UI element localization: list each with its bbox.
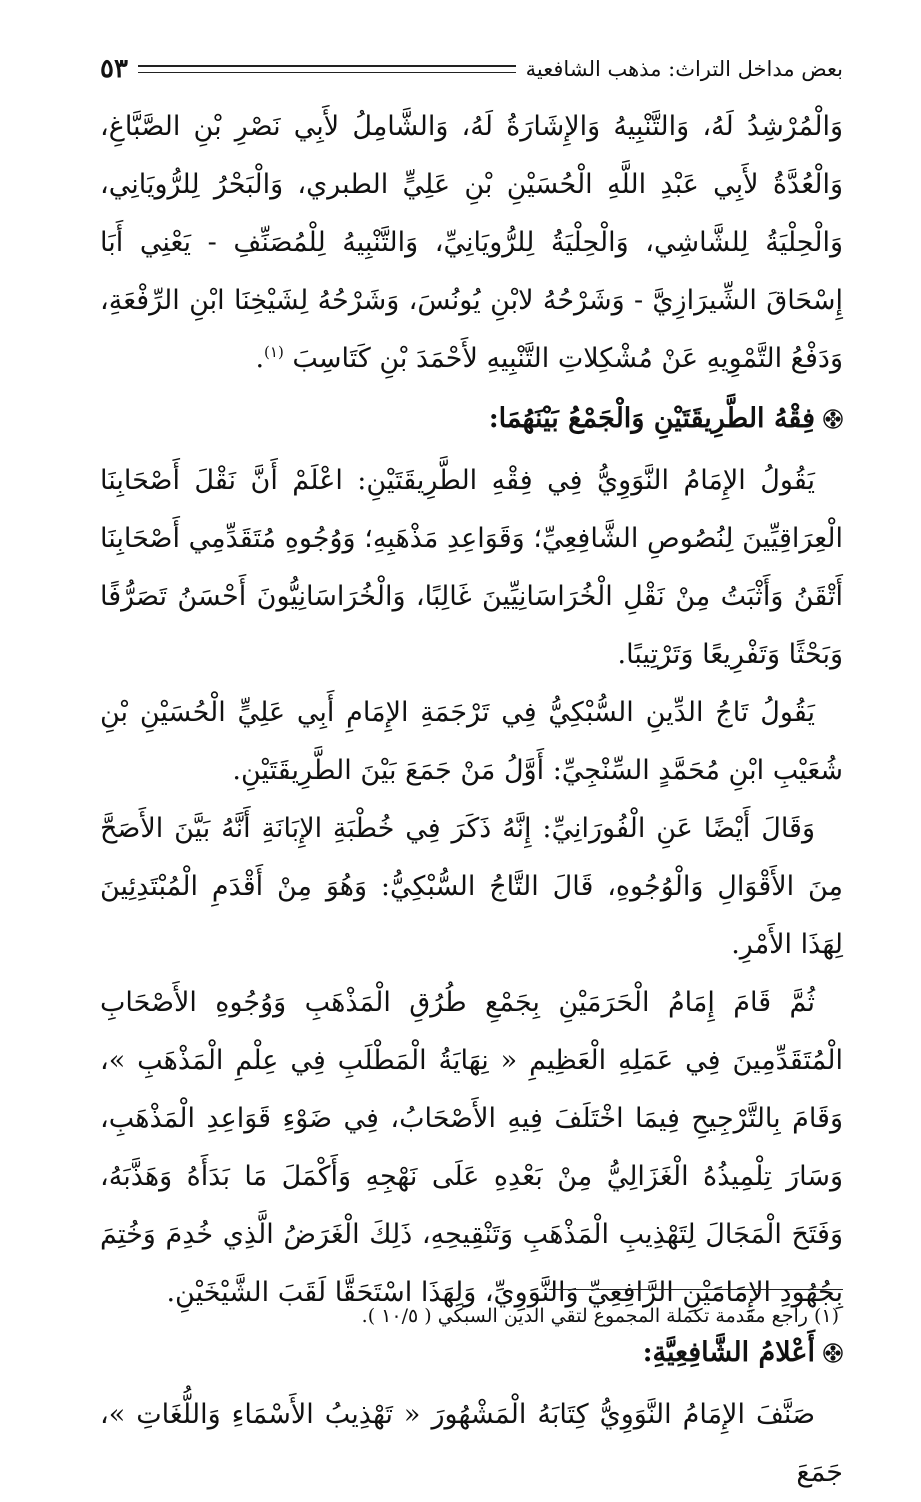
paragraph: وَقَالَ أَيْضًا عَنِ الْفُورَانِيِّ: إِنَّهُ ذَكَرَ فِي خُطْبَةِ الإِبَانَةِ أَنَّهُ بَيَّنَ الأَصَحَّ مِنَ الأَقْوَالِ وَالْوُجُوهِ، قَالَ التَّاجُ السُّبْكِيُّ: وَهُوَ مِنْ أَقْدَمِ الْمُبْتَدِئِينَ لِهَذَا الأَمْرِ.: [100, 813, 843, 960]
footnote-divider: [549, 1289, 843, 1290]
flower-ornament-icon: [823, 409, 843, 429]
running-header-title: بعض مداخل التراث: مذهب الشافعية: [525, 57, 843, 81]
running-header: [100, 52, 843, 86]
paragraph: ثُمَّ قَامَ إِمَامُ الْحَرَمَيْنِ بِجَمْعِ طُرُقِ الْمَذْهَبِ وَوُجُوهِ الأَصْحَابِ الْمُتَقَدِّمِينَ فِي عَمَلِهِ الْعَظِيمِ « نِهَايَةُ الْمَطْلَبِ فِي عِلْمِ الْمَذْهَبِ »، وَقَامَ بِالتَّرْجِيحِ فِيمَا اخْتَلَفَ فِيهِ الأَصْحَابُ، فِي ضَوْءِ قَوَاعِدِ الْمَذْهَبِ، وَسَارَ تِلْمِيذُهُ الْغَزَالِيُّ مِنْ بَعْدِهِ عَلَى نَهْجِهِ وَأَكْمَلَ مَا بَدَأَهُ وَهَذَّبَهُ، وَفَتَحَ الْمَجَالَ لِتَهْذِيبِ الْمَذْهَبِ وَتَنْقِيحِهِ، ذَلِكَ الْغَرَضُ الَّذِي خُدِمَ وَخُتِمَ بِجُهُودِ الإِمَامَيْنِ الرَّافِعِيِّ وَالنَّوَوِيِّ، وَلِهَذَا اسْتَحَقَّا لَقَبَ الشَّيْخَيْنِ.: [100, 987, 843, 1308]
page-number: ٥٣: [100, 54, 128, 84]
header-rule: [138, 65, 516, 73]
footnote: (١) راجع مقدمة تكملة المجموع لتقي الدين السبكي ( ١٠/٥ ).: [361, 1305, 839, 1327]
paragraph-text: وَالْمُرْشِدُ لَهُ، وَالتَّنْبِيهُ وَالإِشَارَةُ لَهُ، وَالشَّامِلُ لأَبِي نَصْرِ بْنِ الصَّبَّاغِ، وَالْعُدَّةُ لأَبِي عَبْدِ اللَّهِ الْحُسَيْنِ بْنِ عَلِيٍّ الطبري، وَالْبَحْرُ لِلرُّويَانِي، وَالْحِلْيَةُ لِلشَّاشِي، وَالْحِلْيَةُ لِلرُّويَانِيِّ، وَالتَّنْبِيهُ لِلْمُصَنِّفِ - يَعْنِي أَبَا إِسْحَاقَ الشِّيرَازِيَّ - وَشَرْحُهُ لابْنِ يُونُسَ، وَشَرْحُهُ لِشَيْخِنَا ابْنِ الرِّفْعَةِ، وَدَفْعُ التَّمْوِيهِ عَنْ مُشْكِلاتِ التَّنْبِيهِ لأَحْمَدَ بْنِ كَتَاسِبَ: [100, 111, 843, 374]
paragraph: يَقُولُ الإِمَامُ النَّوَوِيُّ فِي فِقْهِ الطَّرِيقَتَيْنِ: اعْلَمْ أَنَّ نَقْلَ أَصْحَابِنَا الْعِرَاقِيِّينَ لِنُصُوصِ الشَّافِعِيِّ؛ وَقَوَاعِدِ مَذْهَبِهِ؛ وَوُجُوهِ مُتَقَدِّمِي أَصْحَابِنَا أَتْقَنُ وَأَثْبَتُ مِنْ نَقْلِ الْخُرَاسَانِيِّينَ غَالِبًا، وَالْخُرَاسَانِيُّونَ أَحْسَنُ تَصَرُّفًا وَبَحْثًا وَتَفْرِيعًا وَتَرْتِيبًا.: [100, 465, 843, 670]
flower-ornament-icon: [823, 1343, 843, 1363]
section-heading: [100, 1324, 843, 1382]
paragraph: صَنَّفَ الإِمَامُ النَّوَوِيُّ كِتَابَهُ الْمَشْهُورَ « تَهْذِيبُ الأَسْمَاءِ وَاللُّغَاتِ »، جَمَعَ: [100, 1399, 843, 1488]
paragraph: يَقُولُ تَاجُ الدِّينِ السُّبْكِيُّ فِي تَرْجَمَةِ الإِمَامِ أَبِي عَلِيٍّ الْحُسَيْنِ بْنِ شُعَيْبِ ابْنِ مُحَمَّدٍ السِّنْجِيِّ: أَوَّلُ مَنْ جَمَعَ بَيْنَ الطَّرِيقَتَيْنِ.: [100, 697, 843, 786]
page-body: [100, 98, 843, 1502]
paragraph: وَالْمُرْشِدُ لَهُ، وَالتَّنْبِيهُ وَالإِشَارَةُ لَهُ، وَالشَّامِلُ لأَبِي نَصْرِ بْنِ الصَّبَّاغِ، وَالْعُدَّةُ لأَبِي عَبْدِ اللَّهِ الْحُسَيْنِ بْنِ عَلِيٍّ الطبري، وَالْبَحْرُ لِلرُّويَانِي، وَالْحِلْيَةُ لِلشَّاشِي، وَالْحِلْيَةُ لِلرُّويَانِيِّ، وَالتَّنْبِيهُ لِلْمُصَنِّفِ - يَعْنِي أَبَا إِسْحَاقَ الشِّيرَازِيَّ - وَشَرْحُهُ لابْنِ يُونُسَ، وَشَرْحُهُ لِشَيْخِنَا ابْنِ الرِّفْعَةِ، وَدَفْعُ التَّمْوِيهِ عَنْ مُشْكِلاتِ التَّنْبِيهِ لأَحْمَدَ بْنِ كَتَاسِبَ $^{(١)}$.: [100, 111, 843, 374]
section-heading: [100, 390, 843, 448]
footnote-reference: (١): [264, 343, 284, 361]
section-heading-text: أَعْلامُ الشَّافِعِيَّةِ:: [642, 1337, 815, 1368]
section-heading-text: فِقْهُ الطَّرِيقَتَيْنِ وَالْجَمْعُ بَيْنَهُمَا:: [488, 403, 815, 434]
